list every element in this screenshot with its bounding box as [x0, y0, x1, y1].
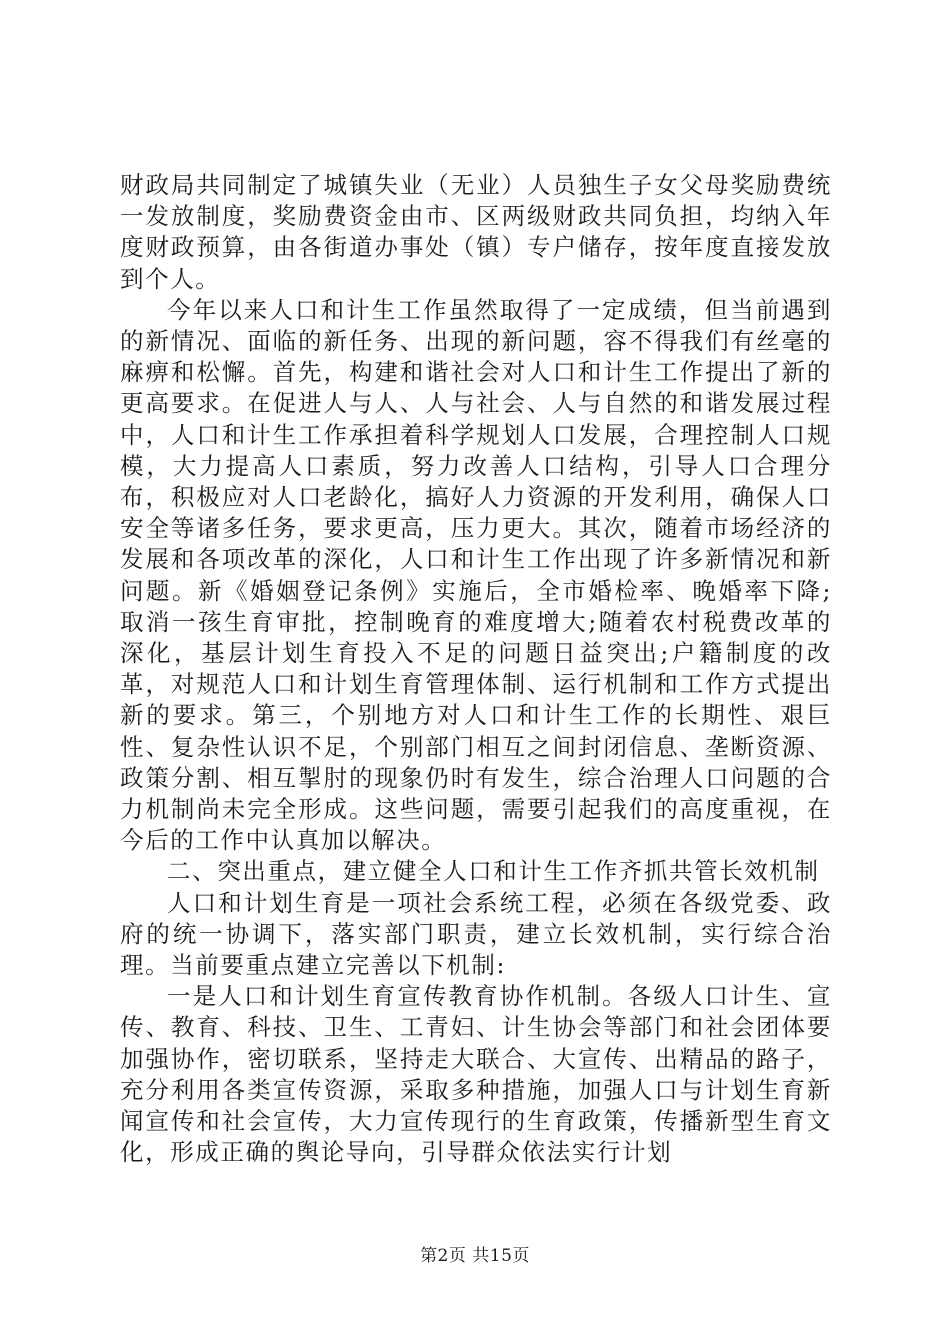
- paragraph-1: 财政局共同制定了城镇失业（无业）人员独生子女父母奖励费统一发放制度，奖励费资金由市、区两级财政共同负担，均纳入年度财政预算，由各街道办事处（镇）专户储存，按年度直接发放到个人。: [120, 171, 832, 293]
- section-heading: 二、突出重点，建立健全人口和计生工作齐抓共管长效机制: [167, 857, 820, 886]
- paragraph-4: 一是人口和计划生育宣传教育协作机制。各级人口计生、宣传、教育、科技、卫生、工青妇、计生协会等部门和社会团体要加强协作，密切联系，坚持走大联合、大宣传、出精品的路子，充分利用各类宣传资源，采取多种措施，加强人口与计划生育新闻宣传和社会宣传，大力宣传现行的生育政策，传播新型生育文化，形成正确的舆论导向，引导群众依法实行计划: [120, 982, 832, 1167]
- document-body: [120, 170, 832, 1169]
- paragraph-3: 人口和计划生育是一项社会系统工程，必须在各级党委、政府的统一协调下，落实部门职责，建立长效机制，实行综合治理。当前要重点建立完善以下机制:: [120, 888, 832, 980]
- paragraph-2: 今年以来人口和计生工作虽然取得了一定成绩，但当前遇到的新情况、面临的新任务、出现的新问题，容不得我们有丝毫的麻痹和松懈。首先，构建和谐社会对人口和计生工作提出了新的更高要求。在促进人与人、人与社会、人与自然的和谐发展过程中，人口和计生工作承担着科学规划人口发展，合理控制人口规模，大力提高人口素质，努力改善人口结构，引导人口合理分布，积极应对人口老龄化，搞好人力资源的开发利用，确保人口安全等诸多任务，要求更高，压力更大。其次，随着市场经济的发展和各项改革的深化，人口和计生工作出现了许多新情况和新问题。新《婚姻登记条例》实施后，全市婚检率、晚婚率下降;取消一孩生育审批，控制晚育的难度增大;随着农村税费改革的深化，基层计划生育投入不足的问题日益突出;户籍制度的改革，对规范人口和计划生育管理体制、运行机制和工作方式提出新的要求。第三，个别地方对人口和计生工作的长期性、艰巨性、复杂性认识不足，个别部门相互之间封闭信息、垄断资源、政策分割、相互掣肘的现象仍时有发生，综合治理人口问题的合力机制尚未完全形成。这些问题，需要引起我们的高度重视，在今后的工作中认真加以解决。: [120, 295, 832, 855]
- page-number-footer: 第2页 共15页: [420, 1246, 530, 1266]
